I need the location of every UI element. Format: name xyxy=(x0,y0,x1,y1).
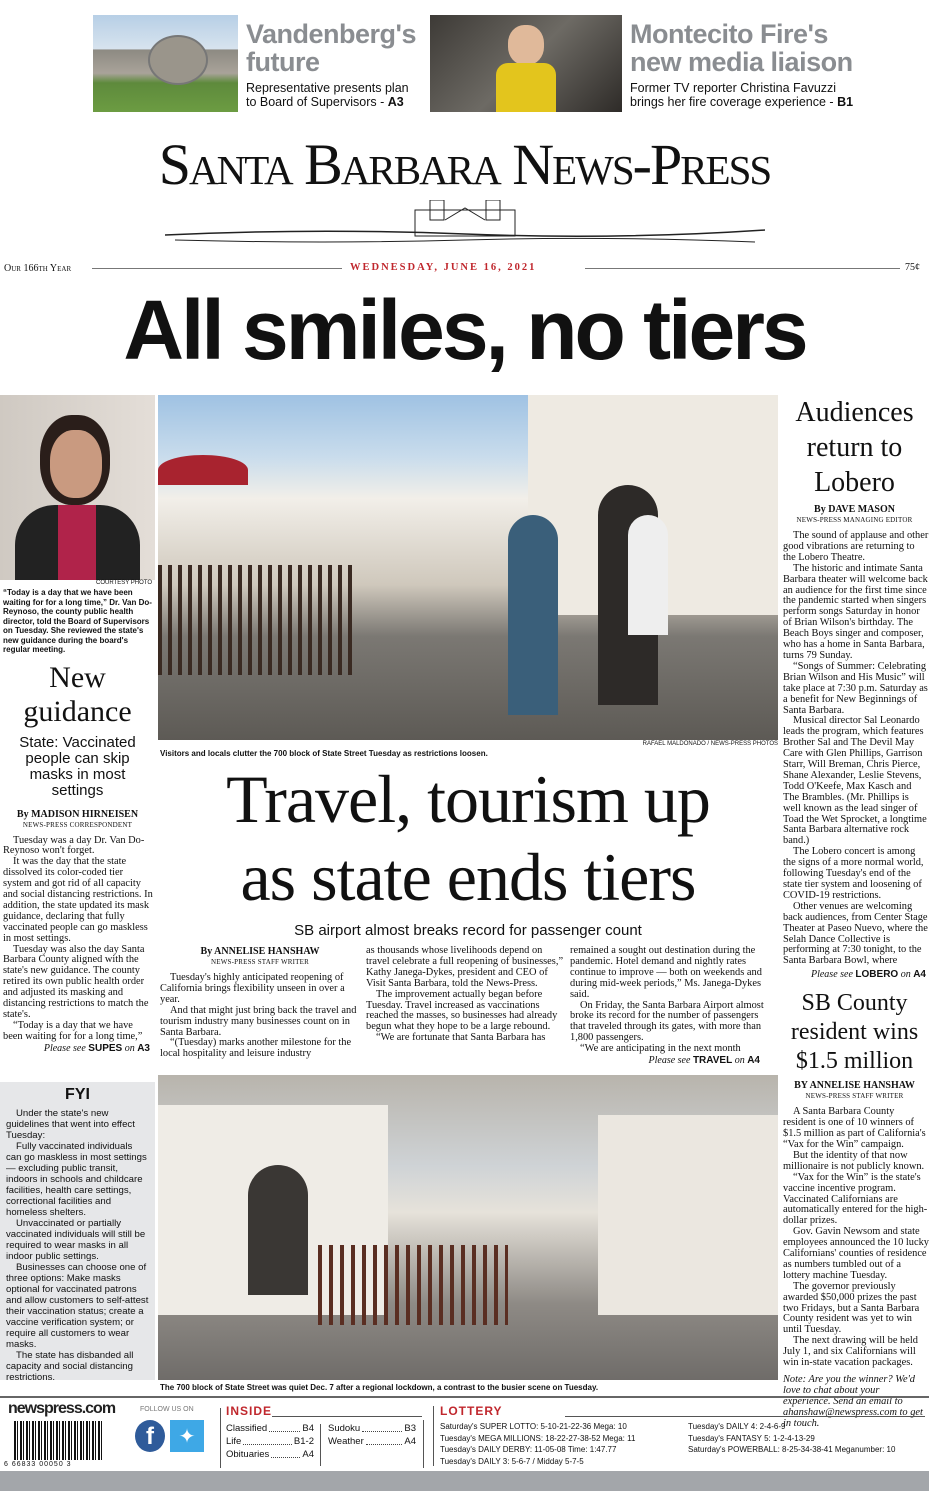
teaser-title: future xyxy=(246,47,320,77)
story-title[interactable]: Audiences return to Lobero xyxy=(795,397,914,498)
lottery-title: LOTTERY xyxy=(440,1404,503,1418)
left-column xyxy=(0,580,155,1055)
price: 75¢ xyxy=(905,262,920,273)
bottom-band xyxy=(0,1471,929,1491)
editor-note: Note: Are you the winner? We'd love to chat about your experience. Send an email to ahanshaw@newspress.com to get in touch. xyxy=(783,1374,923,1429)
teaser-vandenberg[interactable] xyxy=(246,20,426,109)
site-link[interactable]: newspress.com xyxy=(8,1400,116,1417)
byline: By DAVE MASON xyxy=(814,504,895,515)
story-body: Tuesday was a day Dr. Van Do-Reynoso won't forget. It was the day that the state dissolved its color-coded tier system and got rid of all capacity and social distancing restrictions. In addition, the state updated its mask guidance, declaring that fully vaccinated people can go maskless in most settings. Tuesday was also the day Santa Barbara County aligned with the state's new guidance. The county retired its own public health order and adjusted its masking and distancing restrictions to match the state's. “Today is a day that we have been waiting for for a long time,” xyxy=(3,834,153,1042)
story-col-1: By ANNELISE HANSHAW NEWS-PRESS STAFF WRITER Tuesday's highly anticipated reopening of California brings flexibility unseen in over a year. And that might just bring back the travel and tourism industry many businesses count on in Santa Barbara. “(Tuesday) marks another milestone for the local hospitality and leisure industry xyxy=(160,946,360,1060)
story-subhead: State: Vaccinated people can skip masks in most settings xyxy=(19,733,136,799)
date-line: Our 166th Year WEDNESDAY, JUNE 16, 2021 75¢ xyxy=(4,262,920,274)
barcode-number: 6 66833 00050 3 xyxy=(4,1461,72,1468)
van-do-reynoso-photo[interactable] xyxy=(0,395,155,580)
inside-item[interactable]: Life B1-2 xyxy=(226,1436,314,1447)
state-street-quiet-photo[interactable] xyxy=(158,1075,778,1380)
teaser-sub: Former TV reporter Christina Favuzzi brings her fire coverage experience - B1 xyxy=(630,81,854,109)
photo-caption: “Today is a day that we have been waiting for for a long time,” Dr. Van Do-Reynoso, the county public health director, told the Board of Supervisors on Tuesday. She reviewed the state's new guidance during the board's regular meeting. xyxy=(3,588,152,654)
story-body: A Santa Barbara County resident is one of 10 winners of $1.5 million as part of California's “Vax for the Win” campaign. But the identity of that now millionaire is not publicly known. “Vax for the Win” is the state's vaccine incentive program. Vaccinated Californians are automatically entered for the high-dollar prizes. Gov. Gavin Newsom and state employees announced the 10 lucky Californians' counties of residence as numbers tumbled out of a lottery machine Tuesday. The governor previously awarded $50,000 prizes the past two Fridays, but a Santa Barbara County resident was yet to win until Tuesday. The next drawing will be held July 1, and six Californians will win in-state vacation packages. Note: Are you the winner? We'd love to chat about your experience. Send an email to ahanshaw@newspress.com to get in touch. xyxy=(783,1106,929,1429)
issue-date: WEDNESDAY, JUNE 16, 2021 xyxy=(350,262,537,273)
right-column xyxy=(780,395,929,1430)
story-headline[interactable]: Travel, tourism up as state ends tiers xyxy=(226,761,710,915)
lottery-results: Saturday's SUPER LOTTO: 5-10-21-22-36 Mega: 10 Tuesday's MEGA MILLIONS: 18-22-27-38-52 Mega: 11 Tuesday's DAILY DERBY: 11-05-08 Time: 1:47.77 Tuesday's DAILY 3: 5-6-7 / Midday 5-7-5 xyxy=(440,1422,636,1466)
photo-credit: COURTESY PHOTO xyxy=(95,580,152,586)
byline-role: NEWS-PRESS CORRESPONDENT xyxy=(22,820,133,829)
inside-index xyxy=(328,1422,416,1448)
twitter-icon[interactable]: ✦ xyxy=(170,1420,204,1452)
byline-role: NEWS-PRESS MANAGING EDITOR xyxy=(796,516,913,524)
teaser-title: Montecito Fire's xyxy=(630,19,828,49)
jump-link[interactable]: Please see SUPES on A3 xyxy=(43,1042,150,1054)
inside-item[interactable]: Sudoku B3 xyxy=(328,1423,416,1434)
story-subhead: SB airport almost breaks record for passenger count xyxy=(294,922,642,939)
story-title[interactable]: New guidance xyxy=(23,660,132,728)
vandenberg-photo[interactable] xyxy=(93,15,238,112)
teaser-sub: Representative presents plan to Board of Supervisors - A3 xyxy=(246,81,409,109)
jump-link[interactable]: Please see LOBERO on A4 xyxy=(810,969,926,981)
fyi-body: Under the state's new guidelines that went into effect Tuesday: Fully vaccinated individuals can go maskless in most settings — excluding public transit, indoors in schools and childcare facilities, health care settings, correctional facilities and homeless shelters. Unvaccinated or partially vaccinated individuals will still be required to wear masks in all indoor public settings. Businesses can choose one of three options: Make masks optional for vaccinated patrons and allow customers to self-attest their vaccination status; create a vaccine verification system; or require all customers to wear masks. The state has disbanded all capacity and social distancing restrictions. xyxy=(6,1108,149,1383)
byline-role: NEWS-PRESS STAFF WRITER xyxy=(210,958,310,966)
inside-item[interactable]: Weather A4 xyxy=(328,1436,416,1447)
jump-link[interactable]: Please see TRAVEL on A4 xyxy=(648,1055,760,1067)
teaser-fire[interactable] xyxy=(630,20,920,109)
story-title[interactable]: SB County resident wins $1.5 million xyxy=(790,990,919,1075)
state-street-busy-photo[interactable] xyxy=(158,395,778,740)
fyi-title: FYI xyxy=(65,1086,90,1103)
photo-credit: RAFAEL MALDONADO / NEWS-PRESS PHOTOS xyxy=(642,741,778,747)
photo-caption: The 700 block of State Street was quiet Dec. 7 after a regional lockdown, a contrast to the busier scene on Tuesday. xyxy=(160,1383,599,1392)
masthead-logo: Santa Barbara News-Press xyxy=(158,132,771,197)
photo-caption: Visitors and locals clutter the 700 block of State Street Tuesday as restrictions loosen. xyxy=(160,749,488,758)
lottery-results: Tuesday's DAILY 4: 2-4-6-9 Tuesday's FANTASY 5: 1-2-4-13-29 Saturday's POWERBALL: 8-25-34-38-41 Meganumber: 10 xyxy=(688,1422,896,1454)
facebook-icon[interactable]: f xyxy=(135,1420,165,1452)
byline: By ANNELISE HANSHAW xyxy=(200,946,320,957)
byline-role: NEWS-PRESS STAFF WRITER xyxy=(805,1092,904,1101)
teaser-title: new media liaison xyxy=(630,47,853,77)
story-col-3: remained a sought out destination during the pandemic. Hotel demand and nightly rates continue to improve — both on weekends and during mid-week periods,” Ms. Janega-Dykes said. On Friday, the Santa Barbara Airport almost broke its record for the number of passengers that traveled through its gates, with more than 1,800 passengers. “We are anticipating in the next month Please see TRAVEL on A4 xyxy=(570,946,776,1067)
barcode xyxy=(14,1421,104,1460)
main-headline: All smiles, no tiers xyxy=(123,283,806,377)
byline: BY ANNELISE HANSHAW xyxy=(794,1080,915,1092)
teaser-title: Vandenberg's xyxy=(246,19,416,49)
fyi-box xyxy=(0,1082,155,1383)
inside-title: INSIDE xyxy=(226,1404,273,1418)
story-col-2: as thousands whose livelihoods depend on travel celebrate a full reopening of businesses,” Kathy Janega-Dykes, president and CEO of Visit Santa Barbara, told the News-Press. The improvement actually began before Tuesday. Travel increased as vaccinations reached the masses, so businesses had already begun what they hope to be a large rebound. “We are fortunate that Santa Barbara has xyxy=(366,945,564,1044)
follow-label: FOLLOW US ON xyxy=(140,1406,194,1413)
fire-liaison-photo[interactable] xyxy=(430,15,622,112)
inside-item[interactable]: Classified B4 xyxy=(226,1423,314,1434)
story-body: The sound of applause and other good vibrations are returning to the Lobero Theatre. The historic and intimate Santa Barbara theater will welcome back an audience for the first time since the pandemic started when singers perform songs Saturday in honor of Brian Wilson's birthday. The Beach Boys singer and composer, who has a home in Santa Barbara, turns 79 Sunday. “Songs of Summer: Celebrating Brian Wilson and His Music” will take place at 7:30 p.m. Saturday as a benefit for New Beginnings of Santa Barbara. Musical director Sal Leonardo leads the program, which features Brother Sal and The Devil May Care with Glen Phillips, Garrison Starr, Will Breman, Chris Pierce, Shane Alexander, Leslie Stevens, Todd O'Keefe, Max Kasch and The Brambles. (Mr. Phillips is well known as the lead singer of Toad the Wet Sprocket, a longtime Santa Barbara alternative rock band.) The Lobero concert is among the signs of a more normal world, following Tuesday's end of the state tier system and loosening of COVID-19 restrictions. Other venues are welcoming back audiences, from Center Stage Theater at Paseo Nuevo, where the Selah Dance Collective is performing at 7:30 tonight, to the Santa Barbara Bowl, where xyxy=(783,530,929,967)
byline: By MADISON HIRNEISEN xyxy=(16,808,139,820)
inside-item[interactable]: Obituaries A4 xyxy=(226,1449,314,1460)
inside-index xyxy=(226,1422,314,1461)
mission-illustration xyxy=(165,200,765,250)
